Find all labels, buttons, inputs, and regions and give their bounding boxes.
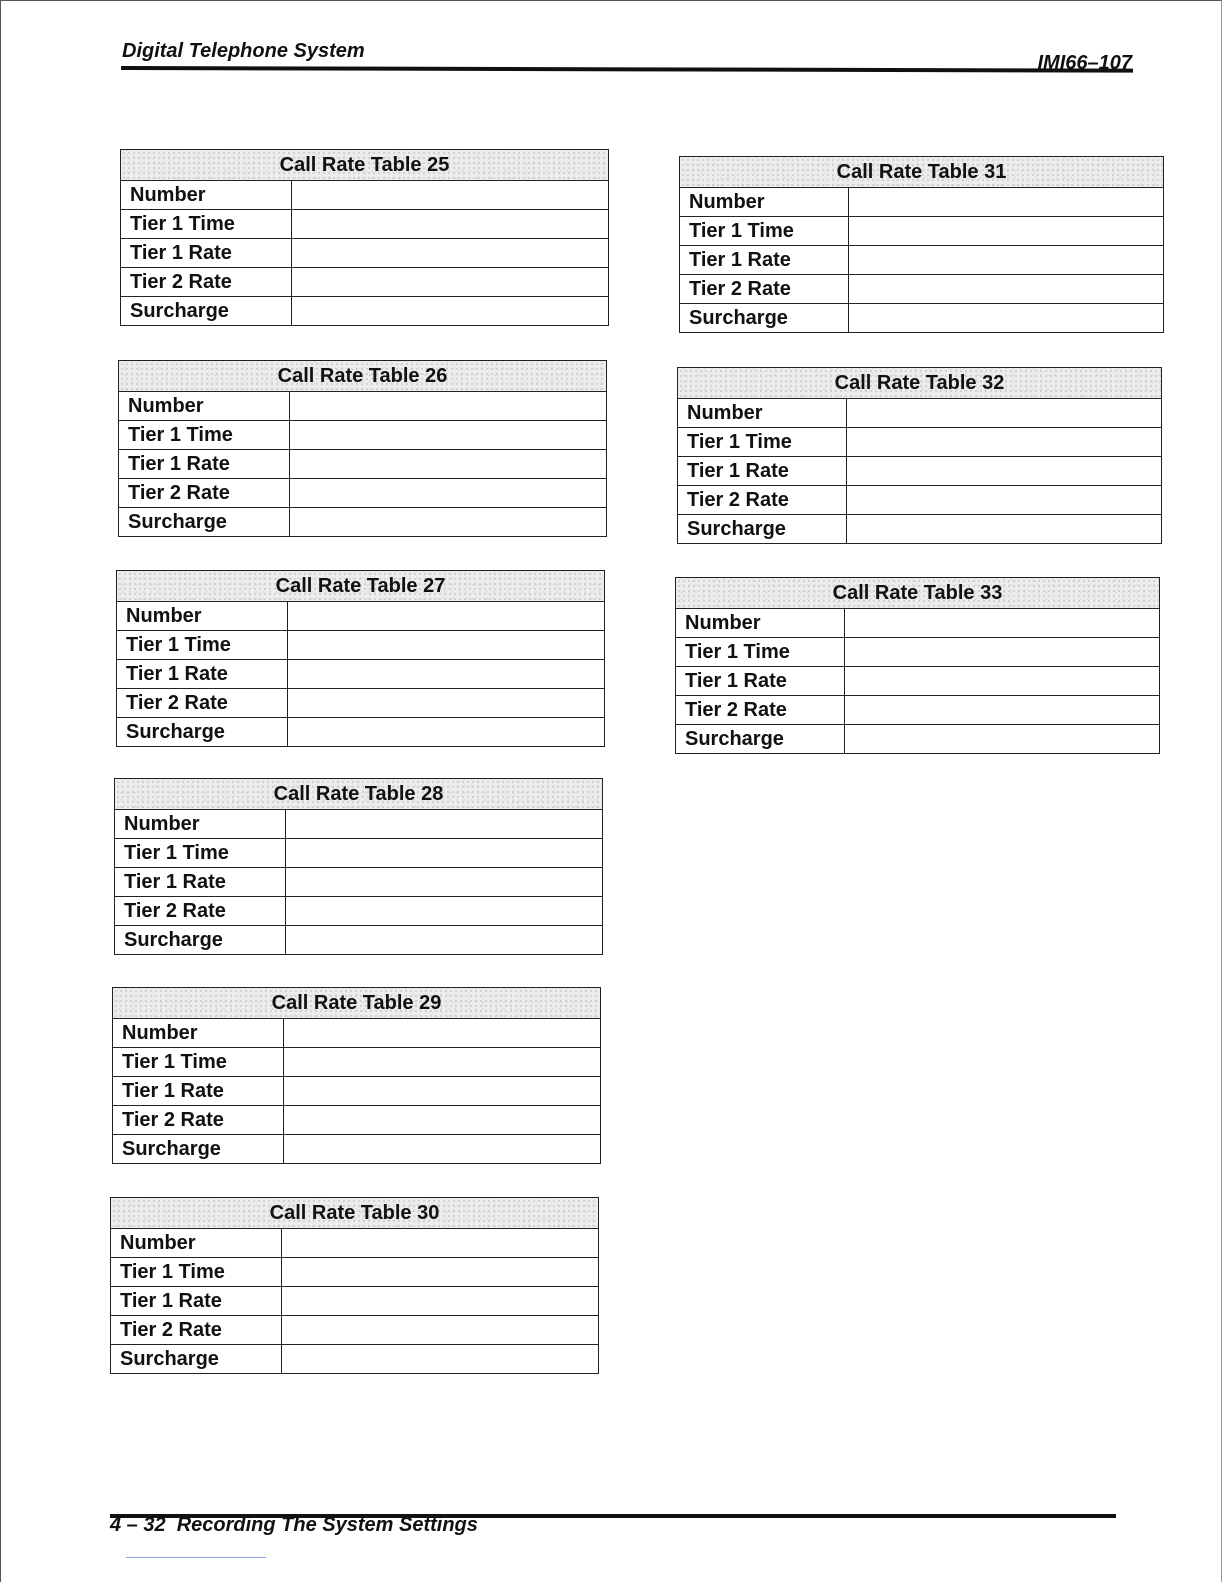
tier-1-time-field[interactable] [845,638,1160,667]
table-row [680,217,1164,246]
table-row [121,239,609,268]
table-title: Call Rate Table 30 [111,1198,599,1229]
call-rate-table-27 [116,570,605,747]
number-field[interactable] [847,399,1162,428]
row-label: Tier 1 Time [676,638,845,667]
tier-1-rate-field[interactable] [284,1077,601,1106]
tier-1-time-field[interactable] [290,421,607,450]
tier-2-rate-field[interactable] [845,696,1160,725]
row-label: Tier 2 Rate [678,486,847,515]
row-label: Tier 1 Time [113,1048,284,1077]
number-field[interactable] [290,392,607,421]
tier-1-time-field[interactable] [284,1048,601,1077]
number-field[interactable] [286,810,603,839]
tier-1-time-field[interactable] [292,210,609,239]
table-title: Call Rate Table 32 [678,368,1162,399]
row-label: Tier 2 Rate [119,479,290,508]
footer-page-label: 4 – 32 Recording The System Settings [110,1514,478,1536]
table-row [111,1229,599,1258]
row-label: Number [119,392,290,421]
surcharge-field[interactable] [845,725,1160,754]
call-rate-table-30 [110,1197,599,1374]
row-label: Tier 2 Rate [111,1316,282,1345]
table-row [117,718,605,747]
table-row [115,839,603,868]
table-title: Call Rate Table 27 [117,571,605,602]
tier-2-rate-field[interactable] [849,275,1164,304]
row-label: Surcharge [111,1345,282,1374]
table-row [113,1135,601,1164]
table-row [678,486,1162,515]
tier-1-rate-field[interactable] [292,239,609,268]
tier-1-rate-field[interactable] [849,246,1164,275]
table-row [680,188,1164,217]
row-label: Tier 1 Time [680,217,849,246]
tier-1-time-field[interactable] [847,428,1162,457]
surcharge-field[interactable] [284,1135,601,1164]
tier-2-rate-field[interactable] [290,479,607,508]
row-label: Tier 2 Rate [117,689,288,718]
tier-1-rate-field[interactable] [847,457,1162,486]
tier-2-rate-field[interactable] [847,486,1162,515]
table-row [680,246,1164,275]
call-rate-table-26 [118,360,607,537]
row-label: Number [115,810,286,839]
tier-1-rate-field[interactable] [290,450,607,479]
row-label: Number [676,609,845,638]
table-row [119,450,607,479]
tier-2-rate-field[interactable] [284,1106,601,1135]
row-label: Number [117,602,288,631]
table-row [111,1316,599,1345]
table-row [676,638,1160,667]
table-row [119,479,607,508]
surcharge-field[interactable] [286,926,603,955]
table-row [117,631,605,660]
surcharge-field[interactable] [849,304,1164,333]
table-row [119,508,607,537]
row-label: Tier 2 Rate [113,1106,284,1135]
row-label: Surcharge [119,508,290,537]
call-rate-table-28 [114,778,603,955]
table-title: Call Rate Table 31 [680,157,1164,188]
table-row [680,304,1164,333]
row-label: Surcharge [678,515,847,544]
table-title: Call Rate Table 28 [115,779,603,810]
tier-1-time-field[interactable] [849,217,1164,246]
call-rate-table-32 [677,367,1162,544]
table-row [680,275,1164,304]
table-row [115,897,603,926]
row-label: Number [121,181,292,210]
row-label: Surcharge [115,926,286,955]
surcharge-field[interactable] [290,508,607,537]
row-label: Number [113,1019,284,1048]
table-row [678,515,1162,544]
table-row [115,810,603,839]
row-label: Surcharge [113,1135,284,1164]
document-code: IMI66–107 [1037,52,1132,74]
row-label: Number [678,399,847,428]
tier-2-rate-field[interactable] [286,897,603,926]
tier-1-rate-field[interactable] [286,868,603,897]
table-row [113,1019,601,1048]
row-label: Tier 1 Rate [111,1287,282,1316]
row-label: Number [111,1229,282,1258]
tier-1-rate-field[interactable] [845,667,1160,696]
table-row [121,297,609,326]
number-field[interactable] [288,602,605,631]
row-label: Tier 1 Rate [678,457,847,486]
row-label: Tier 1 Time [117,631,288,660]
table-row [117,660,605,689]
table-row [115,926,603,955]
footer-link-underline [126,1557,266,1558]
call-rate-table-25 [120,149,609,326]
row-label: Tier 1 Time [111,1258,282,1287]
surcharge-field[interactable] [847,515,1162,544]
row-label: Tier 2 Rate [115,897,286,926]
row-label: Tier 1 Time [119,421,290,450]
number-field[interactable] [282,1229,599,1258]
tier-2-rate-field[interactable] [288,689,605,718]
number-field[interactable] [849,188,1164,217]
number-field[interactable] [292,181,609,210]
row-label: Tier 2 Rate [676,696,845,725]
table-row [113,1048,601,1077]
tier-1-rate-field[interactable] [288,660,605,689]
tier-1-time-field[interactable] [286,839,603,868]
table-title: Call Rate Table 33 [676,578,1160,609]
table-row [676,667,1160,696]
row-label: Surcharge [117,718,288,747]
header-title: Digital Telephone System [122,40,365,62]
table-row [121,210,609,239]
table-row [676,725,1160,754]
tier-1-time-field[interactable] [288,631,605,660]
row-label: Surcharge [676,725,845,754]
table-title: Call Rate Table 29 [113,988,601,1019]
row-label: Tier 1 Time [121,210,292,239]
table-row [676,609,1160,638]
surcharge-field[interactable] [288,718,605,747]
call-rate-table-33 [675,577,1160,754]
table-row [119,421,607,450]
table-row [121,268,609,297]
tier-2-rate-field[interactable] [292,268,609,297]
table-row [678,399,1162,428]
row-label: Tier 1 Rate [117,660,288,689]
row-label: Tier 1 Rate [121,239,292,268]
table-row [111,1258,599,1287]
table-row [113,1077,601,1106]
table-title: Call Rate Table 25 [121,150,609,181]
row-label: Tier 1 Rate [119,450,290,479]
row-label: Number [680,188,849,217]
table-row [678,428,1162,457]
number-field[interactable] [284,1019,601,1048]
table-row [117,689,605,718]
table-row [115,868,603,897]
tier-1-rate-field[interactable] [282,1287,599,1316]
call-rate-table-29 [112,987,601,1164]
table-row [121,181,609,210]
table-row [111,1345,599,1374]
call-rate-table-31 [679,156,1164,333]
row-label: Tier 1 Time [115,839,286,868]
row-label: Surcharge [680,304,849,333]
surcharge-field[interactable] [282,1345,599,1374]
table-row [119,392,607,421]
row-label: Tier 2 Rate [680,275,849,304]
row-label: Tier 1 Time [678,428,847,457]
row-label: Tier 1 Rate [115,868,286,897]
row-label: Surcharge [121,297,292,326]
tier-2-rate-field[interactable] [282,1316,599,1345]
table-row [678,457,1162,486]
surcharge-field[interactable] [292,297,609,326]
table-row [113,1106,601,1135]
row-label: Tier 1 Rate [680,246,849,275]
row-label: Tier 1 Rate [676,667,845,696]
table-row [676,696,1160,725]
table-title: Call Rate Table 26 [119,361,607,392]
row-label: Tier 2 Rate [121,268,292,297]
table-row [111,1287,599,1316]
number-field[interactable] [845,609,1160,638]
tier-1-time-field[interactable] [282,1258,599,1287]
table-row [117,602,605,631]
row-label: Tier 1 Rate [113,1077,284,1106]
